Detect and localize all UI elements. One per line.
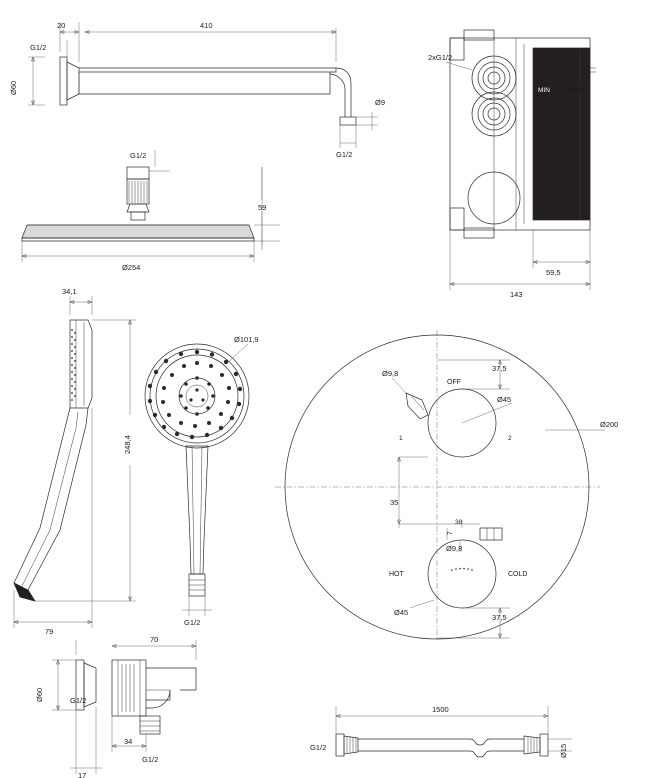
shower-head-view [22,150,280,272]
dim-plate-small-b: 38 [455,519,463,526]
dim-elbow-depth: 17 [78,771,87,778]
wall-elbow-view [35,635,196,778]
dim-plate-offset-top: 37,5 [492,364,507,373]
dim-valve-depth: 59,5 [546,268,561,277]
dim-arm-thread: G1/2 [30,43,47,52]
label-plate-hot: HOT [389,571,404,578]
dim-hose-thread: G1/2 [310,743,327,752]
label-plate-one: 1 [399,435,403,442]
hand-shower-side-view [14,287,136,636]
dim-valve-width: 143 [510,290,523,299]
dim-hand-thread: G1/2 [184,618,201,627]
dim-valve-ports: 2xG1/2 [428,53,453,62]
dim-elbow-thread-b: G1/2 [142,755,159,764]
dim-head-height: 59 [258,203,267,212]
thermostatic-valve-side-view [428,30,596,299]
dim-plate-dia: Ø200 [600,420,619,429]
dim-arm-length: 410 [200,21,213,30]
dim-arm-offset: 20 [57,21,66,30]
label-valve-max: MAX [568,87,584,94]
dim-hand-face-dia: Ø101,9 [234,335,259,344]
dim-elbow-thread-a: G1/2 [70,696,87,705]
dim-arm-outlet-thread: G1/2 [336,150,353,159]
dim-elbow-flange-dia: Ø60 [35,687,44,702]
dim-hand-base: 79 [45,627,54,636]
hand-shower-front-view [145,335,259,627]
dim-head-thread: G1/2 [130,151,147,160]
dim-plate-hole-dia-upper: Ø9,8 [382,369,399,378]
dim-hand-length: 248,4 [123,435,132,454]
dim-plate-knob-dia-lower: Ø45 [394,608,409,617]
dim-plate-small-a: 7 [447,531,454,535]
dim-hose-dia: Ø15 [559,743,568,758]
control-plate-front-view [275,330,618,640]
label-plate-two: 2 [508,435,512,442]
dim-plate-offset-bottom: 37,5 [492,613,507,622]
dim-hose-length: 1500 [432,705,449,714]
dim-arm-flange-dia: Ø60 [9,80,18,95]
shower-arm-view [9,21,385,159]
label-plate-cold: COLD [508,571,528,578]
dim-plate-knob-dia-upper: Ø45 [497,395,512,404]
dim-plate-hole-dia-lower: Ø9,8 [446,544,463,553]
dim-hand-thickness: 34,1 [62,287,77,296]
label-plate-off: OFF [447,379,461,386]
dim-plate-center-gap: 35 [390,498,399,507]
dim-elbow-offset: 34 [124,737,133,746]
dim-head-dia: Ø254 [122,263,141,272]
label-valve-min: MIN [538,87,550,94]
shower-hose-view [310,705,572,758]
dim-arm-outlet-dia: Ø9 [375,98,386,107]
dim-elbow-length: 70 [150,635,159,644]
